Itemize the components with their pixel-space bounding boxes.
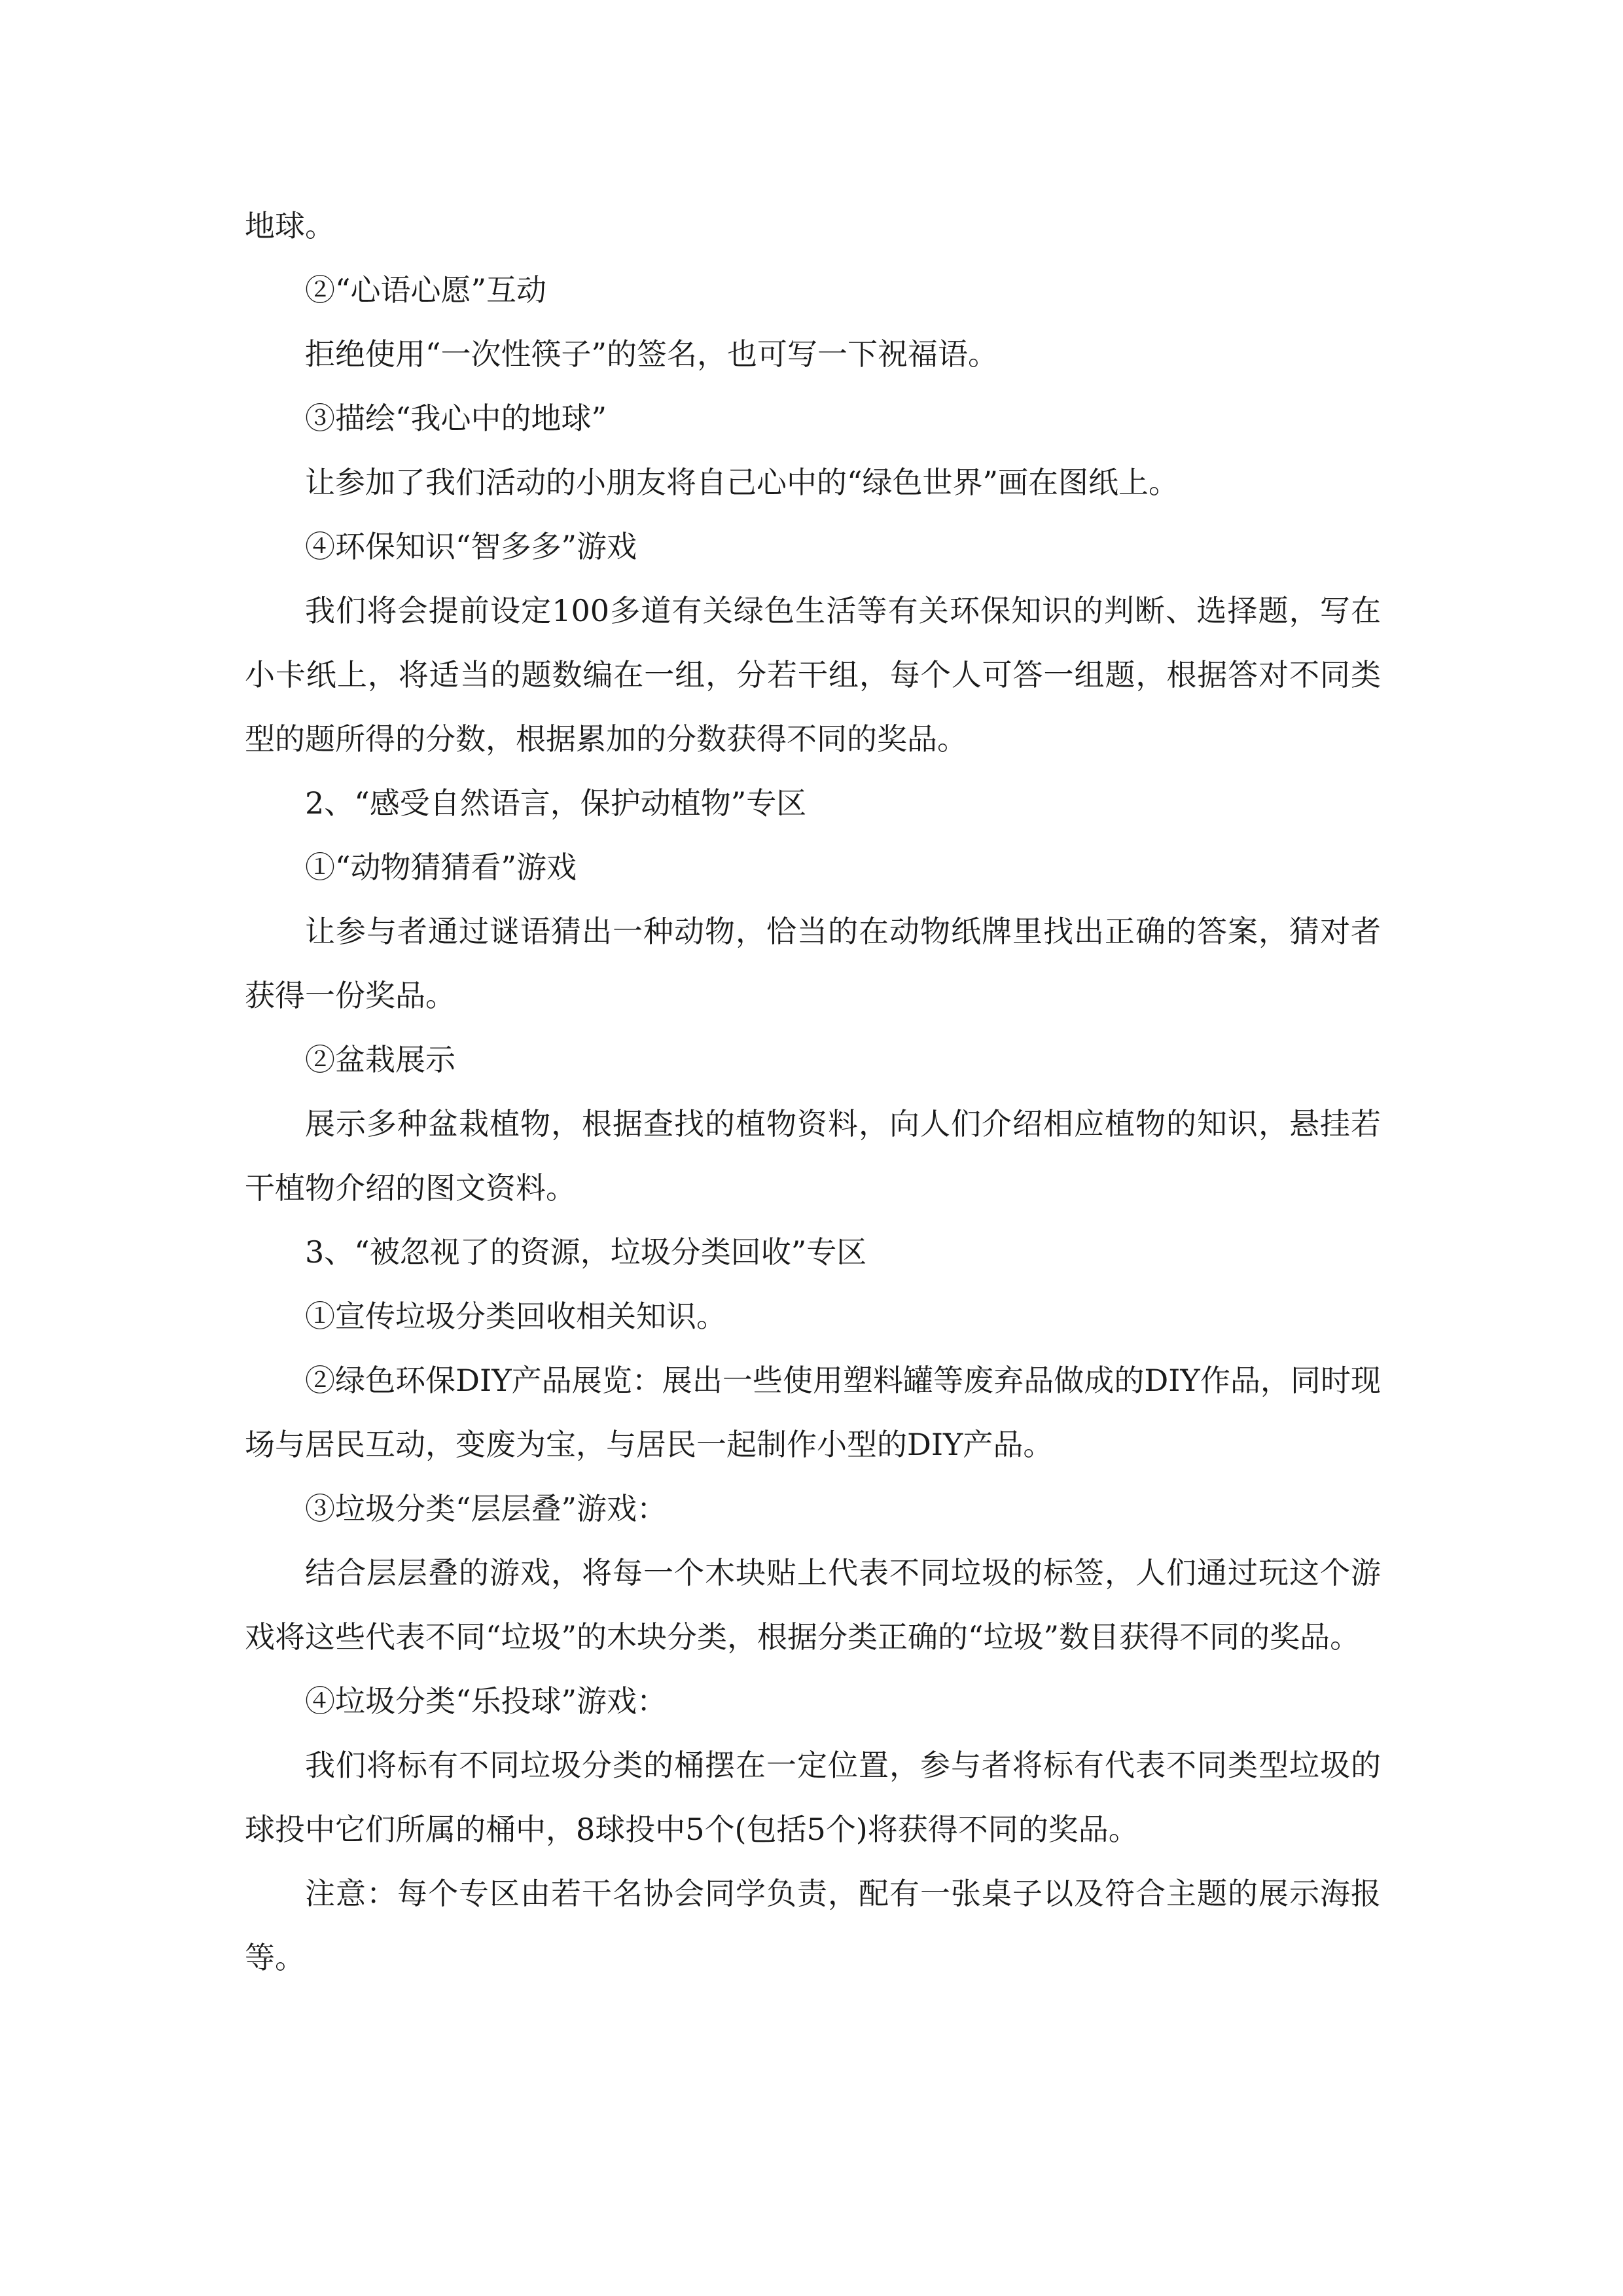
section-heading-protect-animals-plants: 2、“感受自然语言，保护动植物”专区 (305, 785, 807, 821)
item-promote-garbage-sorting: ①宣传垃圾分类回收相关知识。 (305, 1299, 726, 1334)
item-heart-wish-interaction: ②“心语心愿”互动 (305, 272, 547, 308)
paragraph-diy-exhibition: ②绿色环保DIY产品展览：展出一些使用塑料罐等废弃品做成的DIY作品，同时现场与居民互动，变废为宝，与居民一起制作小型的DIY产品。 (245, 1363, 1381, 1462)
item-potted-plant-display: ②盆栽展示 (305, 1042, 455, 1077)
paragraph-stacking-game-description: 结合层层叠的游戏，将每一个木块贴上代表不同垃圾的标签，人们通过玩这个游戏将这些代表不同“垃圾”的木块分类，根据分类正确的“垃圾”数目获得不同的奖品。 (245, 1555, 1381, 1655)
paragraph-green-world-drawing: 让参加了我们活动的小朋友将自己心中的“绿色世界”画在图纸上。 (305, 465, 1179, 500)
paragraph-chopsticks-signature: 拒绝使用“一次性筷子”的签名，也可写一下祝福语。 (305, 336, 999, 372)
item-animal-guess-game: ①“动物猜猜看”游戏 (305, 850, 577, 885)
paragraph-animal-riddle: 让参与者通过谜语猜出一种动物，恰当的在动物纸牌里找出正确的答案，猜对者获得一份奖品。 (245, 914, 1381, 1013)
paragraph-earth-end: 地球。 (245, 208, 335, 243)
paragraph-quiz-description: 我们将会提前设定100多道有关绿色生活等有关环保知识的判断、选择题，写在小卡纸上，将适当的题数编在一组，分若干组，每个人可答一组题，根据答对不同类型的题所得的分数，根据累加的分数获得不同的奖品。 (245, 593, 1381, 757)
item-ball-toss-game: ④垃圾分类“乐投球”游戏： (305, 1683, 668, 1719)
paragraph-ball-toss-description: 我们将标有不同垃圾分类的桶摆在一定位置，参与者将标有代表不同类型垃圾的球投中它们所属的桶中，8球投中5个(包括5个)将获得不同的奖品。 (245, 1748, 1381, 1847)
paragraph-note: 注意：每个专区由若干名协会同学负责，配有一张桌子以及符合主题的展示海报等。 (245, 1876, 1381, 1975)
section-heading-garbage-sorting: 3、“被忽视了的资源，垃圾分类回收”专区 (305, 1234, 867, 1270)
paragraph-plant-display-description: 展示多种盆栽植物，根据查找的植物资料，向人们介绍相应植物的知识，悬挂若干植物介绍的图文资料。 (245, 1106, 1381, 1206)
item-draw-earth: ③描绘“我心中的地球” (305, 401, 607, 436)
document-body (245, 194, 1381, 1990)
item-stacking-game: ③垃圾分类“层层叠”游戏： (305, 1491, 668, 1526)
item-eco-quiz-game: ④环保知识“智多多”游戏 (305, 529, 637, 564)
